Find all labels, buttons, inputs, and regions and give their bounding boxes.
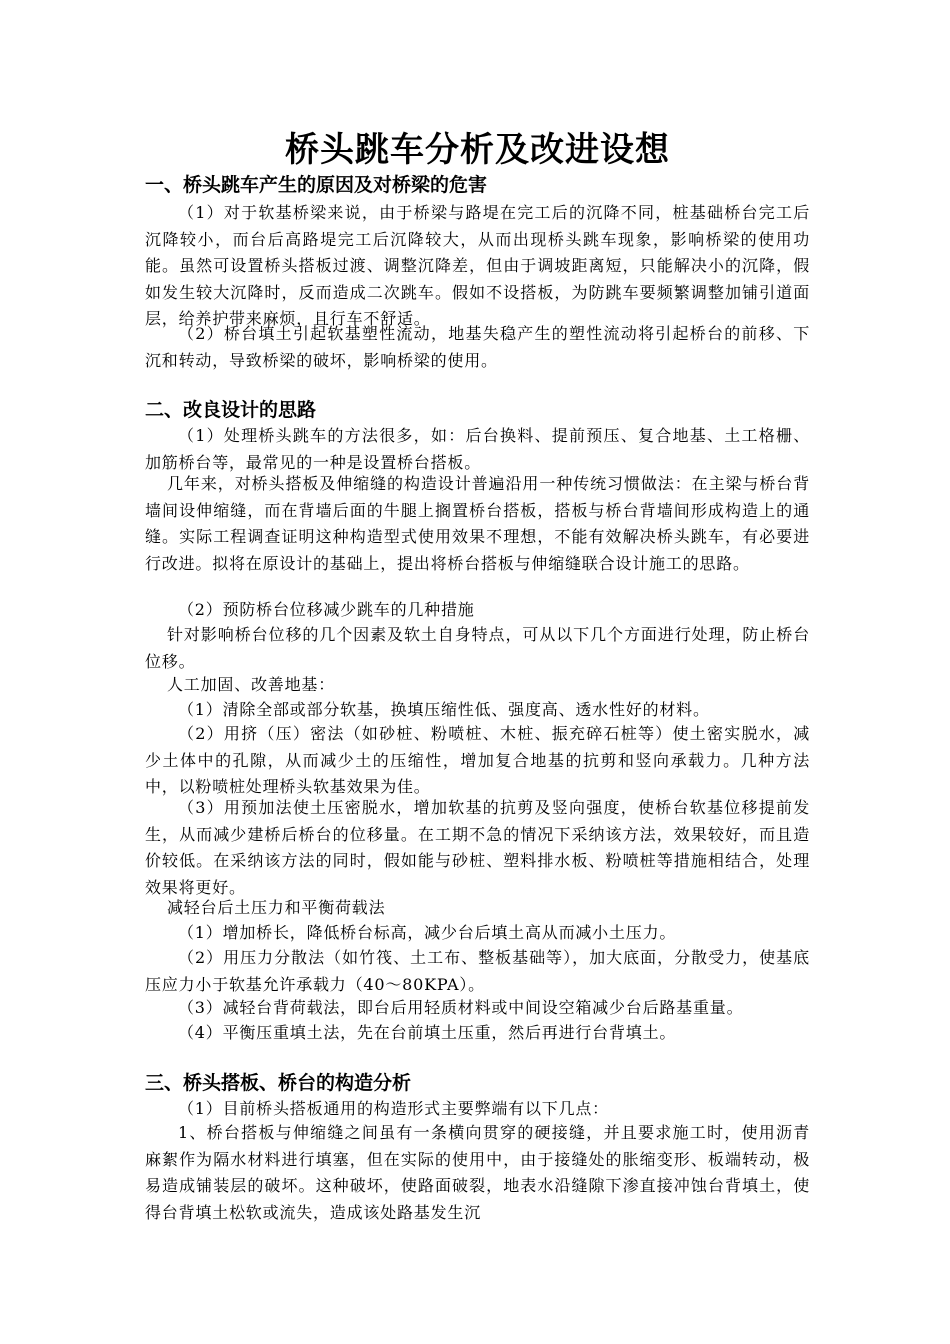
paragraph: 几年来，对桥头搭板及伸缩缝的构造设计普遍沿用一种传统习惯做法：在主梁与桥台背墙间设伸缩缝，而在背墙后面的牛腿上搁置桥台搭板，搭板与桥台背墙间形成构造上的通缝。实际工程调查证明这种构造型式使用效果不理想，不能有效解决桥头跳车，有必要进行改进。拟将在原设计的基础上，提出将桥台搭板与伸缩缝联合设计施工的思路。 — [145, 474, 810, 573]
paragraph: （3）减轻台背荷载法，即台后用轻质材料或中间设空箱减少台后路基重量。 — [178, 998, 744, 1017]
paragraph: （2）用压力分散法（如竹筏、土工布、整板基础等），加大底面，分散受力，使基底压应力小于软基允许承载力（40～80KPA）。 — [145, 948, 810, 994]
paragraph: （1）处理桥头跳车的方法很多，如：后台换料、提前预压、复合地基、土工格栅、加筋桥台等，最常见的一种是设置桥台搭板。 — [145, 426, 810, 472]
section-heading-2: 二、改良设计的思路 — [145, 399, 317, 421]
paragraph: （1）对于软基桥梁来说，由于桥梁与路堤在完工后的沉降不同，桩基础桥台完工后沉降较小，而台后高路堤完工后沉降较大，从而出现桥头跳车现象，影响桥梁的使用功能。虽然可设置桥头搭板过渡、调整沉降差，但由于调坡距离短，只能解决小的沉降，假如发生较大沉降时，反而造成二次跳车。假如不设搭板，为防跳车要频繁调整加铺引道面层，给养护带来麻烦，且行车不舒适。 — [145, 203, 810, 328]
paragraph: （3）用预加法使土压密脱水，增加软基的抗剪及竖向强度，使桥台软基位移提前发生，从而减少建桥后桥台的位移量。在工期不急的情况下采纳该方法，效果较好，而且造价较低。在采纳该方法的同时，假如能与砂桩、塑料排水板、粉喷桩等措施相结合，处理效果将更好。 — [145, 798, 810, 897]
paragraph: 人工加固、改善地基： — [167, 675, 336, 694]
paragraph: 针对影响桥台位移的几个因素及软土自身特点，可从以下几个方面进行处理，防止桥台位移。 — [145, 625, 810, 671]
paragraph: （2）预防桥台位移减少跳车的几种措施 — [178, 600, 475, 619]
paragraph: （1）目前桥头搭板通用的构造形式主要弊端有以下几点： — [178, 1099, 609, 1118]
document-title: 桥头跳车分析及改进设想 — [285, 130, 670, 170]
section-heading-3: 三、桥头搭板、桥台的构造分析 — [145, 1072, 412, 1094]
section-heading-1: 一、桥头跳车产生的原因及对桥梁的危害 — [145, 174, 488, 196]
paragraph: （4）平衡压重填土法，先在台前填土压重，然后再进行台背填土。 — [178, 1023, 677, 1042]
paragraph: （2）用挤（压）密法（如砂桩、粉喷桩、木桩、振充碎石桩等）使土密实脱水，减少土体中的孔隙，从而减少土的压缩性，增加复合地基的抗剪和竖向承载力。几种方法中，以粉喷桩处理桥头软基效果为佳。 — [145, 724, 810, 796]
paragraph: （1）增加桥长，降低桥台标高，减少台后填土高从而减小土压力。 — [178, 923, 677, 942]
paragraph: 1、桥台搭板与伸缩缝之间虽有一条横向贯穿的硬接缝，并且要求施工时，使用沥青麻絮作为隔水材料进行填塞，但在实际的使用中，由于接缝处的胀缩变形、板端转动，极易造成铺装层的破坏。这种破坏，使路面破裂，地表水沿缝隙下渗直接冲蚀台背填土，使得台背填土松软或流失，造成该处路基发生沉 — [145, 1123, 810, 1222]
paragraph: （2）桥台填土引起软基塑性流动，地基失稳产生的塑性流动将引起桥台的前移、下沉和转动，导致桥梁的破坏，影响桥梁的使用。 — [145, 324, 810, 370]
paragraph: （1）清除全部或部分软基，换填压缩性低、强度高、透水性好的材料。 — [178, 700, 710, 719]
paragraph: 减轻台后土压力和平衡荷载法 — [167, 898, 386, 917]
